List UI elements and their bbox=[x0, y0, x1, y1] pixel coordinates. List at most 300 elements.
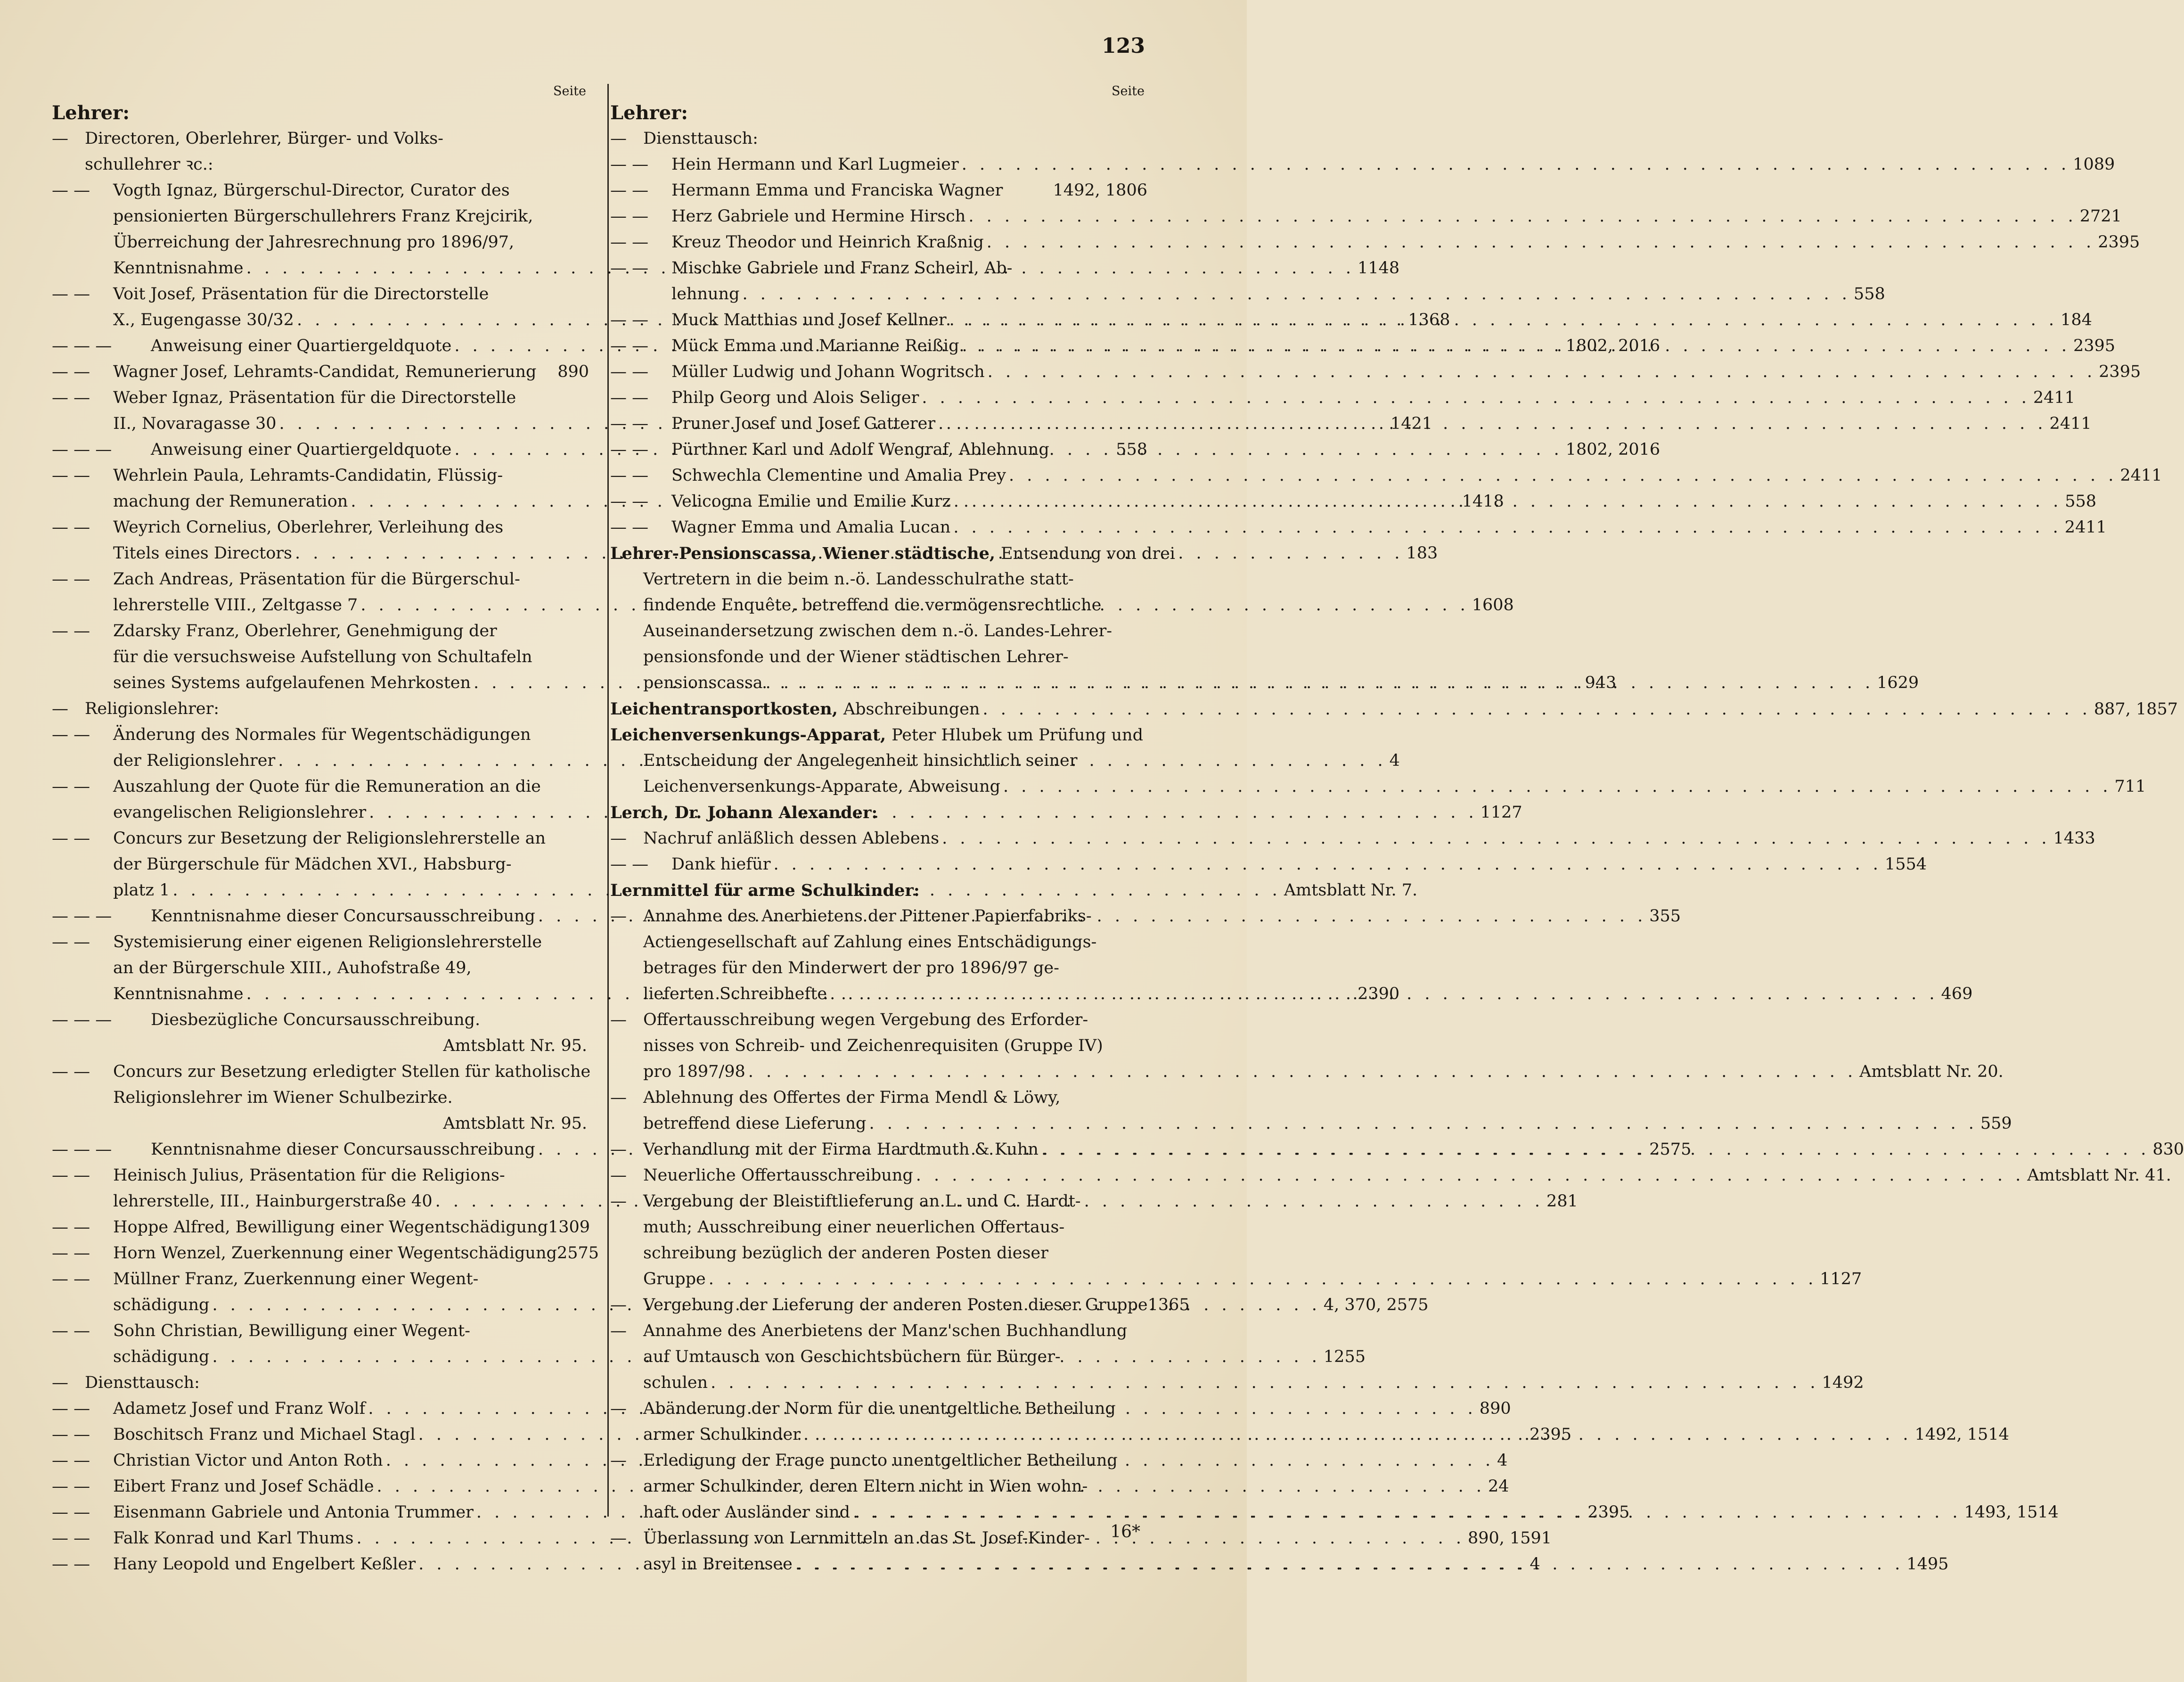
entry-text: Pürthner Karl und Adolf Wengraf, Ablehnung bbox=[671, 440, 1049, 459]
dash-marker: — — bbox=[52, 933, 96, 952]
dash-marker: — — bbox=[52, 466, 96, 485]
dot-leader bbox=[1041, 1137, 2150, 1163]
dot-leader bbox=[1009, 463, 2117, 489]
index-entry bbox=[610, 230, 2140, 255]
entry-line bbox=[610, 152, 2115, 178]
entry-text: Müllner Franz, Zuerkennung einer Wegent- bbox=[113, 1270, 479, 1288]
entry-line bbox=[610, 1189, 1147, 1214]
entry-text: Mück Emma und Marianne Reißig bbox=[671, 336, 959, 355]
entry-text: schädigung bbox=[113, 1347, 210, 1366]
entry-line bbox=[610, 515, 2107, 541]
entry-line bbox=[52, 1059, 589, 1085]
index-entry bbox=[610, 515, 2107, 541]
dot-leader bbox=[962, 333, 2070, 359]
page-reference: 4 bbox=[1530, 1555, 1540, 1574]
entry-text: Eibert Franz und Josef Schädle bbox=[113, 1477, 374, 1496]
entry-text: Hermann Emma und Franciska Wagner bbox=[671, 181, 1003, 200]
page-reference: 1495 bbox=[1906, 1555, 1949, 1574]
entry-title: Leichenversenkungs-Apparat, bbox=[610, 725, 886, 745]
entry-line bbox=[52, 722, 589, 748]
dot-leader bbox=[953, 515, 2061, 541]
dash-marker: — — bbox=[52, 1451, 96, 1470]
entry-text: Falk Konrad und Karl Thums bbox=[113, 1529, 354, 1548]
page-reference: 1255 bbox=[1323, 1347, 1366, 1366]
dash-marker: — bbox=[610, 1088, 632, 1107]
entry-text: Velicogna Emilie und Emilie Kurz bbox=[671, 492, 951, 511]
entry-line bbox=[610, 255, 1147, 281]
entry-text: Concurs zur Besetzung erledigter Stellen für katholische bbox=[113, 1062, 591, 1081]
entry-text: Ablehnung des Offertes der Firma Mendl & Löwy, bbox=[643, 1088, 1061, 1107]
entry-text: Herz Gabriele und Hermine Hirsch bbox=[671, 207, 966, 226]
page-reference: 558 bbox=[1853, 285, 1885, 304]
entry-text: Zdarsky Franz, Oberlehrer, Genehmigung der bbox=[113, 622, 497, 640]
page-reference: 2411 bbox=[2033, 388, 2075, 407]
entry-text: an der Bürgerschule XIII., Auhofstraße 49, bbox=[113, 959, 472, 977]
page-reference: 1802, 2016 bbox=[1565, 440, 1660, 459]
page-reference: 558 bbox=[1116, 440, 1147, 459]
dash-marker: — bbox=[610, 907, 632, 926]
dash-marker: — — bbox=[52, 829, 96, 848]
index-entry bbox=[610, 852, 1927, 878]
page-reference: 1418 bbox=[1462, 492, 1504, 511]
entry-text: Wagner Emma und Amalia Lucan bbox=[671, 518, 951, 537]
index-entry bbox=[52, 1059, 589, 1137]
entry-text: evangelischen Religionslehrer bbox=[113, 803, 367, 822]
entry-line bbox=[52, 1033, 589, 1059]
dot-leader bbox=[954, 489, 2062, 515]
entry-line bbox=[52, 126, 589, 152]
entry-text: muth; Ausschreibung einer neuerlichen Offertaus- bbox=[643, 1218, 1065, 1237]
entry-text: Hoppe Alfred, Bewilligung einer Wegentschädigung bbox=[113, 1218, 548, 1237]
page-reference: 1148 bbox=[1358, 259, 1400, 278]
dash-marker: — bbox=[610, 1010, 632, 1029]
entry-line bbox=[52, 1318, 589, 1344]
entry-text: machung der Remuneration bbox=[113, 492, 348, 511]
entry-text: seines Systems aufgelaufenen Mehrkosten bbox=[113, 673, 471, 692]
entry-text: Hany Leopold und Engelbert Keßler bbox=[113, 1555, 416, 1574]
page-reference: 2575 bbox=[556, 1244, 599, 1263]
entry-text: der Bürgerschule für Mädchen XVI., Habsburg- bbox=[113, 855, 512, 874]
page-number: 123 bbox=[1102, 34, 1145, 58]
dash-marker: — — bbox=[52, 622, 96, 640]
dash-marker: — — bbox=[52, 725, 96, 744]
page-reference: 2721 bbox=[2079, 207, 2122, 226]
entry-text: asyl in Breitensee bbox=[643, 1555, 793, 1574]
entry-text: Annahme des Anerbietens der Manz'schen Buchhandlung bbox=[643, 1321, 1128, 1340]
dash-marker: — bbox=[610, 1321, 632, 1340]
page-reference: 184 bbox=[2061, 311, 2092, 329]
entry-line bbox=[610, 1240, 1147, 1266]
entry-text: Kreuz Theodor und Heinrich Kraßnig bbox=[671, 233, 984, 252]
entry-text: Mischke Gabriele und Franz Scheirl, Ab- bbox=[671, 259, 1013, 278]
entry-text: Überlassung von Lernmitteln an das St. Josef-Kinder- bbox=[643, 1529, 1090, 1548]
page-reference: 1492, 1514 bbox=[1914, 1425, 2009, 1444]
dash-marker: — — bbox=[610, 492, 654, 511]
dash-marker: — — bbox=[610, 362, 654, 381]
entry-line bbox=[52, 774, 589, 800]
page-reference: 1492 bbox=[1822, 1373, 1864, 1392]
entry-text: Kenntnisnahme bbox=[113, 985, 244, 1003]
page-reference: 24 bbox=[1488, 1477, 1509, 1496]
index-entry bbox=[610, 696, 2178, 722]
entry-line bbox=[52, 463, 589, 489]
entry-line bbox=[610, 774, 2146, 800]
entry-line bbox=[610, 955, 1147, 981]
entry-text: Dank hiefür bbox=[671, 855, 771, 874]
entry-line bbox=[610, 1396, 1147, 1422]
page-reference: 2411 bbox=[2049, 414, 2092, 433]
page-reference: 1608 bbox=[1472, 596, 1514, 615]
section-heading: Lehrer: bbox=[52, 102, 130, 124]
dash-marker: — — — bbox=[52, 907, 117, 926]
dash-marker: — bbox=[610, 1296, 632, 1314]
index-entry bbox=[52, 126, 589, 178]
entry-text: Abschreibungen bbox=[843, 700, 980, 719]
entry-line bbox=[610, 748, 1147, 774]
entry-line bbox=[52, 955, 589, 981]
dash-marker: — — bbox=[52, 1218, 96, 1237]
dash-marker: — — bbox=[52, 1062, 96, 1081]
dash-marker: — bbox=[52, 699, 74, 718]
dash-marker: — — bbox=[610, 440, 654, 459]
dot-leader bbox=[942, 826, 2050, 852]
page-reference: 183 bbox=[1406, 544, 1438, 563]
entry-text: schullehrer ꝛc.: bbox=[85, 155, 213, 174]
entry-text: Diensttausch: bbox=[85, 1373, 200, 1392]
dash-marker: — bbox=[610, 829, 632, 848]
entry-text: Entsendung von drei bbox=[1001, 544, 1175, 563]
page-reference: 830 bbox=[2152, 1140, 2184, 1159]
entry-line bbox=[610, 929, 1147, 955]
entry-text: nisses von Schreib- und Zeichenrequisiten (Gruppe IV) bbox=[643, 1036, 1103, 1055]
entry-text: Philp Georg und Alois Seliger bbox=[671, 388, 919, 407]
entry-title: Lernmittel für arme Schulkinder: bbox=[610, 881, 920, 900]
entry-text: Anweisung einer Quartiergeldquote bbox=[151, 440, 452, 459]
entry-text bbox=[610, 696, 980, 722]
page-reference: 2575 bbox=[1649, 1140, 1692, 1159]
entry-text: Müller Ludwig und Johann Wogritsch bbox=[671, 362, 985, 381]
entry-line bbox=[52, 826, 589, 852]
entry-text: Sohn Christian, Bewilligung einer Wegent- bbox=[113, 1321, 470, 1340]
entry-text: Christian Victor und Anton Roth bbox=[113, 1451, 383, 1470]
dash-marker: — bbox=[610, 1140, 632, 1159]
entry-line bbox=[52, 1085, 589, 1111]
entry-text: lehnung bbox=[671, 285, 740, 304]
index-entry bbox=[610, 800, 1147, 826]
entry-line bbox=[610, 852, 1927, 878]
page-reference: 559 bbox=[1980, 1114, 2012, 1133]
dash-marker: — — bbox=[52, 1270, 96, 1288]
entry-line bbox=[52, 1007, 589, 1033]
dash-marker: — — bbox=[610, 336, 654, 355]
dot-leader bbox=[748, 1059, 1857, 1085]
entry-line bbox=[52, 385, 589, 411]
index-entry bbox=[52, 359, 589, 385]
entry-text: Muck Matthias und Josef Kellner bbox=[671, 311, 947, 329]
page-reference: 4 bbox=[1497, 1451, 1508, 1470]
page-reference: Amtsblatt Nr. 95. bbox=[443, 1114, 587, 1133]
page-reference: Amtsblatt Nr. 41. bbox=[2027, 1166, 2171, 1185]
index-entry bbox=[610, 359, 2141, 385]
entry-line bbox=[610, 359, 2141, 385]
entry-line bbox=[610, 178, 1147, 204]
dash-marker: — — — bbox=[52, 336, 117, 355]
entry-text: lieferten Schreibhefte bbox=[643, 985, 827, 1003]
dot-leader bbox=[766, 670, 1874, 696]
entry-line bbox=[52, 281, 589, 307]
entry-line bbox=[52, 696, 589, 722]
entry-text: Abänderung der Norm für die unentgeltliche Betheilung bbox=[643, 1399, 1116, 1418]
entry-line bbox=[610, 618, 1147, 644]
dot-leader bbox=[709, 1266, 1817, 1292]
entry-line bbox=[610, 1007, 1147, 1033]
dot-leader bbox=[830, 981, 1938, 1007]
dot-leader bbox=[938, 411, 2046, 437]
entry-line bbox=[610, 644, 1147, 670]
entry-line bbox=[610, 1551, 1949, 1577]
page-reference: 1802, 2016 bbox=[1565, 336, 1660, 355]
entry-line bbox=[52, 359, 589, 385]
entry-line bbox=[52, 1111, 589, 1137]
entry-line bbox=[610, 592, 1147, 618]
entry-text: Auszahlung der Quote für die Remuneration an die bbox=[113, 777, 541, 796]
entry-text: betrages für den Minderwert der pro 1896/97 ge- bbox=[643, 959, 1059, 977]
dot-leader bbox=[982, 697, 2091, 722]
entry-line bbox=[610, 1033, 1147, 1059]
index-entry bbox=[52, 1370, 589, 1396]
entry-line bbox=[610, 1344, 1147, 1370]
entry-title: Leichentransportkosten, bbox=[610, 699, 838, 719]
seite-label: Seite bbox=[553, 84, 586, 98]
entry-text: Vertretern in die beim n.-ö. Landesschulrathe statt- bbox=[643, 570, 1074, 589]
dot-leader bbox=[987, 230, 2095, 255]
entry-text: armer Schulkinder bbox=[643, 1425, 801, 1444]
index-entry bbox=[52, 1007, 589, 1059]
entry-line bbox=[610, 1214, 1147, 1240]
entry-text: Diesbezügliche Concursausschreibung. bbox=[151, 1010, 481, 1029]
entry-text: Pruner Josef und Josef Gatterer bbox=[671, 414, 936, 433]
entry-text: II., Novaragasse 30 bbox=[113, 414, 277, 433]
dot-leader bbox=[795, 1551, 1904, 1577]
entry-text: lehrerstelle VIII., Zeltgasse 7 bbox=[113, 596, 358, 615]
entry-text: Anweisung einer Quartiergeldquote bbox=[151, 336, 452, 355]
page-reference: 469 bbox=[1941, 985, 1973, 1003]
page-reference: 2395 bbox=[2098, 233, 2140, 252]
index-entry bbox=[610, 1163, 2171, 1189]
page-reference: 2395 bbox=[1587, 1503, 1630, 1522]
entry-text: Erledigung der Frage puncto unentgeltlicher Betheilung bbox=[643, 1451, 1118, 1470]
index-entry bbox=[610, 152, 2115, 178]
index-entry bbox=[610, 437, 1147, 463]
entry-text: Neuerliche Offertausschreibung bbox=[643, 1166, 913, 1185]
entry-text: pensionsfonde und der Wiener städtischen Lehrer- bbox=[643, 648, 1069, 666]
dash-marker: — — bbox=[610, 233, 654, 252]
entry-line bbox=[610, 1318, 1147, 1344]
page-reference: 281 bbox=[1546, 1192, 1578, 1211]
dash-marker: — — bbox=[52, 518, 96, 537]
entry-text: Religionslehrer im Wiener Schulbezirke. bbox=[113, 1088, 453, 1107]
page-reference: Amtsblatt Nr. 7. bbox=[1284, 881, 1418, 900]
dash-marker: — — bbox=[610, 388, 654, 407]
entry-text: betreffend diese Lieferung bbox=[643, 1114, 867, 1133]
dash-marker: — — bbox=[52, 1529, 96, 1548]
dash-marker: — bbox=[610, 1192, 632, 1211]
dash-marker: — — bbox=[52, 362, 96, 381]
entry-text: Gruppe bbox=[643, 1270, 706, 1288]
page-reference: 943 bbox=[1585, 673, 1617, 692]
entry-text: Leichenversenkungs-Apparate, Abweisung bbox=[643, 777, 1001, 796]
page-reference: 890 bbox=[557, 362, 589, 381]
index-entry bbox=[610, 878, 1147, 903]
entry-text: Hein Hermann und Karl Lugmeier bbox=[671, 155, 959, 174]
dash-marker: — — bbox=[52, 1321, 96, 1340]
index-entry bbox=[610, 1085, 2012, 1137]
entry-line bbox=[52, 152, 589, 178]
page-reference: 2395 bbox=[1530, 1425, 1572, 1444]
entry-line bbox=[610, 800, 1147, 826]
page-reference: 2390 bbox=[1358, 985, 1400, 1003]
dot-leader bbox=[853, 1500, 1961, 1526]
entry-text: Titels eines Directors bbox=[113, 544, 292, 563]
entry-text: Adametz Josef und Franz Wolf bbox=[113, 1399, 366, 1418]
entry-text: Kenntnisnahme dieser Concursausschreibung bbox=[151, 1140, 535, 1159]
dash-marker: — — — bbox=[52, 1140, 117, 1159]
entry-line bbox=[52, 1214, 589, 1240]
entry-line bbox=[610, 281, 1885, 307]
entry-line bbox=[610, 878, 1147, 903]
entry-line bbox=[52, 230, 589, 255]
dash-marker: — — bbox=[52, 1503, 96, 1522]
page-reference: Amtsblatt Nr. 20. bbox=[1859, 1062, 2004, 1081]
entry-text: schulen bbox=[643, 1373, 708, 1392]
page-reference: 1365 bbox=[1147, 1296, 1190, 1314]
entry-text: Diensttausch: bbox=[643, 129, 758, 148]
entry-text: Peter Hlubek um Prüfung und bbox=[892, 726, 1143, 745]
entry-title: Lehrer-Pensionscassa, Wiener städtische, bbox=[610, 544, 996, 563]
dot-leader bbox=[773, 852, 1881, 878]
entry-line bbox=[52, 644, 589, 670]
dot-leader bbox=[1003, 774, 2111, 800]
entry-line bbox=[52, 1370, 589, 1396]
entry-text: Vergebung der Bleistiftlieferung an L. und C. Hardt- bbox=[643, 1192, 1081, 1211]
entry-text: Voit Josef, Präsentation für die Directorstelle bbox=[113, 285, 489, 304]
entry-line bbox=[610, 1448, 1147, 1474]
entry-line bbox=[52, 178, 589, 204]
dash-marker: — — bbox=[610, 414, 654, 433]
entry-text: schädigung bbox=[113, 1296, 210, 1314]
index-entry bbox=[610, 1007, 2004, 1085]
dot-leader bbox=[988, 359, 2096, 385]
entry-text: Boschitsch Franz und Michael Stagl bbox=[113, 1425, 416, 1444]
entry-text: X., Eugengasse 30/32 bbox=[113, 311, 294, 329]
page-reference: 1421 bbox=[1390, 414, 1433, 433]
dash-marker: — bbox=[610, 1166, 632, 1185]
entry-text: Offertausschreibung wegen Vergebung des Erforder- bbox=[643, 1010, 1088, 1029]
dash-marker: — — bbox=[52, 1477, 96, 1496]
entry-text: Annahme des Anerbietens der Pittener Papierfabriks- bbox=[643, 907, 1092, 926]
entry-text: Entscheidung der Angelegenheit hinsichtlich seiner bbox=[643, 751, 1078, 770]
page-reference: 2411 bbox=[2120, 466, 2162, 485]
index-entry bbox=[610, 463, 2162, 489]
dash-marker: — — bbox=[610, 181, 654, 200]
entry-line bbox=[52, 204, 589, 230]
dash-marker: — — bbox=[52, 1244, 96, 1263]
dash-marker: — bbox=[52, 129, 74, 148]
entry-text: pensionierten Bürgerschullehrers Franz Krejcirik, bbox=[113, 207, 533, 226]
page-reference: 2395 bbox=[2073, 336, 2116, 355]
dot-leader bbox=[922, 385, 2030, 411]
entry-line bbox=[610, 1163, 2171, 1189]
entry-text: Wehrlein Paula, Lehramts-Candidatin, Flüssig- bbox=[113, 466, 503, 485]
entry-line bbox=[610, 126, 1147, 152]
dash-marker: — bbox=[610, 1399, 632, 1418]
index-entry bbox=[610, 126, 1147, 152]
entry-line bbox=[52, 566, 589, 592]
page-reference: 355 bbox=[1649, 907, 1681, 926]
page-reference: 2395 bbox=[2099, 362, 2141, 381]
entry-text: pro 1897/98 bbox=[643, 1062, 745, 1081]
entry-line bbox=[610, 1370, 1864, 1396]
entry-text: Religionslehrer: bbox=[85, 699, 220, 718]
seite-label: Seite bbox=[1112, 84, 1145, 98]
entry-text: der Religionslehrer bbox=[113, 751, 276, 770]
entry-line bbox=[610, 204, 2122, 230]
entry-text: Überreichung der Jahresrechnung pro 1896/97, bbox=[113, 233, 515, 252]
page-reference: Amtsblatt Nr. 95. bbox=[443, 1036, 587, 1055]
entry-text: platz 1 bbox=[113, 881, 170, 900]
entry-text: Actiengesellschaft auf Zahlung eines Entschädigungs- bbox=[643, 933, 1097, 952]
page-reference: 711 bbox=[2114, 777, 2146, 796]
dot-leader bbox=[962, 152, 2070, 178]
page-reference: 1554 bbox=[1884, 855, 1927, 874]
entry-text: für die versuchsweise Aufstellung von Schultafeln bbox=[113, 648, 532, 666]
page-reference: 2411 bbox=[2064, 518, 2107, 537]
entry-text: Systemisierung einer eigenen Religionslehrerstelle bbox=[113, 933, 542, 952]
entry-line bbox=[52, 1240, 599, 1266]
dot-leader bbox=[968, 204, 2077, 230]
entry-line bbox=[52, 852, 589, 878]
dash-marker: — — bbox=[52, 1555, 96, 1574]
dot-leader bbox=[916, 1163, 2024, 1189]
page-reference: 1629 bbox=[1877, 673, 1919, 692]
dash-marker: — — bbox=[52, 570, 96, 589]
dash-marker: — — — bbox=[52, 440, 117, 459]
dash-marker: — — bbox=[52, 1425, 96, 1444]
entry-text: Kenntnisnahme bbox=[113, 259, 244, 278]
entry-line bbox=[610, 1292, 1190, 1318]
entry-text: Wagner Josef, Lehramts-Candidat, Remunerierung bbox=[113, 362, 537, 381]
index-entry bbox=[610, 385, 2075, 411]
dash-marker: — bbox=[610, 1529, 632, 1548]
entry-line bbox=[610, 1111, 2012, 1137]
index-entry bbox=[610, 204, 2122, 230]
page-reference: 4, 370, 2575 bbox=[1323, 1296, 1429, 1314]
entry-line bbox=[610, 1266, 1862, 1292]
page-reference: 1492, 1806 bbox=[1053, 181, 1147, 200]
page-reference: 890 bbox=[1479, 1399, 1511, 1418]
index-entry bbox=[52, 1214, 589, 1240]
entry-text: Concurs zur Besetzung der Religionslehrerstelle an bbox=[113, 829, 546, 848]
page-reference: 4 bbox=[1389, 751, 1400, 770]
entry-text: Kenntnisnahme dieser Concursausschreibung bbox=[151, 907, 535, 926]
entry-line bbox=[610, 566, 1147, 592]
dot-leader bbox=[869, 1111, 1977, 1137]
entry-line bbox=[610, 1474, 1147, 1500]
entry-line bbox=[610, 1085, 1147, 1111]
entry-line bbox=[610, 696, 2178, 722]
entry-text: armer Schulkinder, deren Eltern nicht in Wien wohn- bbox=[643, 1477, 1088, 1496]
entry-text: Änderung des Normales für Wegentschädigungen bbox=[113, 725, 531, 744]
